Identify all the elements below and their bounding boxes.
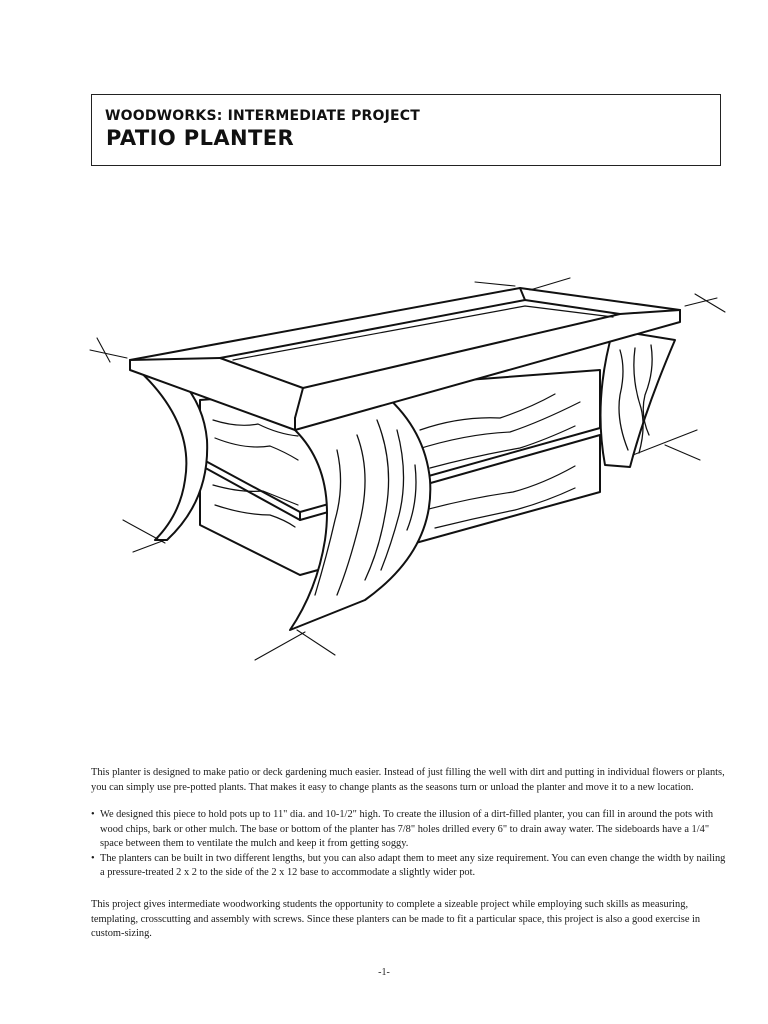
page-number: -1- <box>378 967 390 978</box>
feature-list <box>91 808 731 881</box>
front-leg <box>290 395 430 630</box>
intro-paragraph: This planter is designed to make patio or deck gardening much easier. Instead of just filling the well with dirt and putting in individual flowers or plants, you can simply use pre-potted plants. That makes it easy to change plants as the seasons turn or unload the planter and move it to a new location. <box>91 767 725 793</box>
closing-paragraph: This project gives intermediate woodworking students the opportunity to complete a sizeable project while employing such skills as measuring, templating, crosscutting and assembly with screws. Since these planters can be made to fit a particular space, this project is also a good exercise in custom-sizing. <box>91 899 701 939</box>
list-item: • The planters can be built in two different lengths, but you can also adapt them to meet any size requirement. You can even change the width by nailing a pressure-treated 2 x 2 to the side of the 2 x 12 base to accommodate a slightly wider pot. <box>91 852 731 881</box>
list-item: • We designed this piece to hold pots up to 11" dia. and 10-1/2" high. To create the illusion of a dirt-filled planter, you can fill in around the pots with wood chips, bark or other mulch. The base or bottom of the planter has 7/8" holes drilled every 6" to drain away water. The sideboards have a 1/4" space between them to ventilate the mulch and keep it from getting soggy. <box>91 808 731 852</box>
title-box <box>91 94 721 166</box>
planter-illustration <box>85 270 730 670</box>
project-kicker: WOODWORKS: INTERMEDIATE PROJECT <box>105 108 421 124</box>
page-title: PATIO PLANTER <box>106 126 295 150</box>
